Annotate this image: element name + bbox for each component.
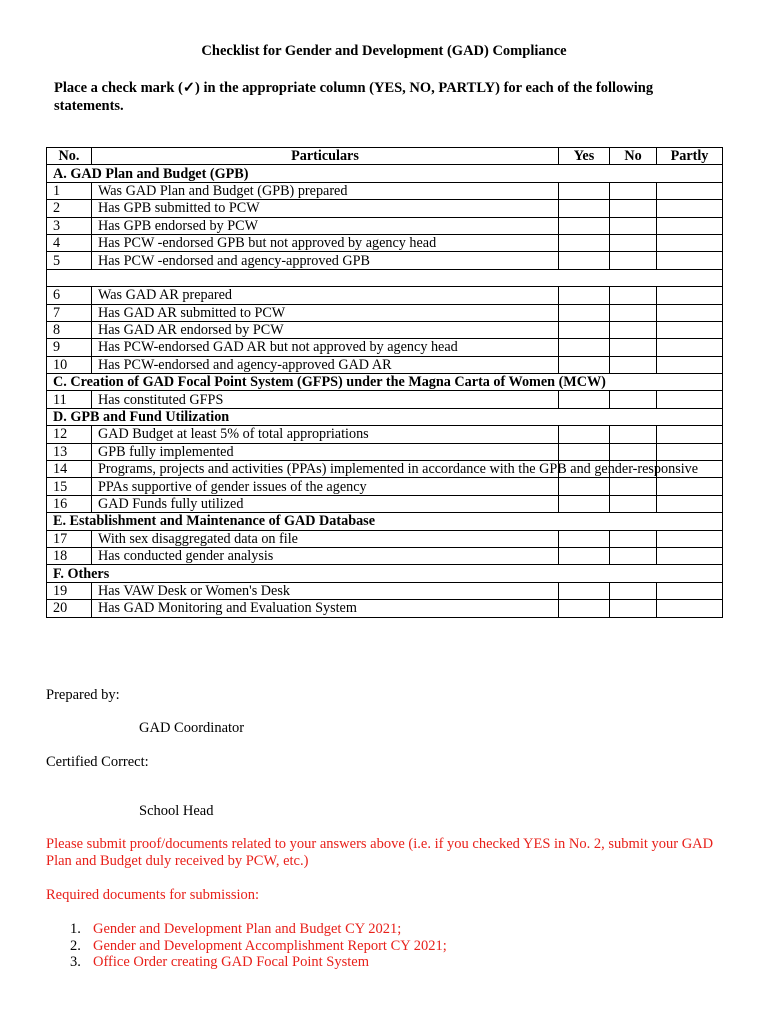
yes-cell[interactable] — [559, 252, 610, 269]
row-number: 5 — [47, 252, 92, 269]
row-particular: GAD Budget at least 5% of total appropriations — [92, 426, 559, 443]
partly-cell[interactable] — [657, 478, 723, 495]
yes-cell[interactable] — [559, 304, 610, 321]
table-row — [47, 182, 723, 199]
section-f-title: F. Others — [47, 565, 723, 582]
no-cell[interactable] — [610, 582, 657, 599]
yes-cell[interactable] — [559, 356, 610, 373]
section-row — [47, 408, 723, 425]
gad-coordinator-label: GAD Coordinator — [139, 720, 245, 736]
list-item — [46, 921, 447, 938]
table-row — [47, 252, 723, 269]
row-particular: Has constituted GFPS — [92, 391, 559, 408]
list-number: 1. — [70, 921, 81, 937]
section-row — [47, 565, 723, 582]
no-cell[interactable] — [610, 217, 657, 234]
table-row — [47, 200, 723, 217]
no-cell[interactable] — [610, 182, 657, 199]
table-row — [47, 582, 723, 599]
partly-cell[interactable] — [657, 391, 723, 408]
yes-cell[interactable] — [559, 339, 610, 356]
yes-cell[interactable] — [559, 600, 610, 617]
yes-cell[interactable] — [559, 200, 610, 217]
row-number: 9 — [47, 339, 92, 356]
required-documents-label: Required documents for submission: — [46, 887, 260, 903]
row-particular: Has PCW -endorsed GPB but not approved by agency head — [92, 234, 559, 251]
row-particular: Was GAD AR prepared — [92, 287, 559, 304]
list-text: Gender and Development Accomplishment Report CY 2021; — [93, 937, 447, 954]
table-row — [47, 391, 723, 408]
partly-cell[interactable] — [657, 582, 723, 599]
yes-cell[interactable] — [559, 530, 610, 547]
row-particular: Has conducted gender analysis — [92, 547, 559, 564]
yes-cell[interactable] — [559, 391, 610, 408]
no-cell[interactable] — [610, 478, 657, 495]
yes-cell[interactable] — [559, 287, 610, 304]
header-particulars: Particulars — [92, 148, 559, 165]
table-row — [47, 339, 723, 356]
row-number: 18 — [47, 547, 92, 564]
list-item — [46, 938, 447, 955]
blank-section-row — [47, 269, 723, 286]
instruction-text: Place a check mark (✓) in the appropriate column (YES, NO, PARTLY) for each of the following statements. — [54, 80, 654, 114]
page-title: Checklist for Gender and Development (GAD) Compliance — [201, 43, 567, 59]
no-cell[interactable] — [610, 495, 657, 512]
row-number: 8 — [47, 321, 92, 338]
row-particular: Has GPB submitted to PCW — [92, 200, 559, 217]
no-cell[interactable] — [610, 234, 657, 251]
no-cell[interactable] — [610, 356, 657, 373]
checklist-table — [46, 147, 723, 618]
header-partly: Partly — [657, 148, 723, 165]
row-particular: Has PCW -endorsed and agency-approved GPB — [92, 252, 559, 269]
no-cell[interactable] — [610, 321, 657, 338]
table-row — [47, 234, 723, 251]
row-particular: Has VAW Desk or Women's Desk — [92, 582, 559, 599]
row-number: 16 — [47, 495, 92, 512]
section-a-title: A. GAD Plan and Budget (GPB) — [47, 165, 723, 182]
partly-cell[interactable] — [657, 495, 723, 512]
list-text: Office Order creating GAD Focal Point System — [93, 954, 369, 970]
row-particular: Has PCW-endorsed and agency-approved GAD AR — [92, 356, 559, 373]
no-cell[interactable] — [610, 426, 657, 443]
list-text: Gender and Development Plan and Budget CY 2021; — [93, 921, 402, 937]
row-number: 14 — [47, 461, 92, 478]
section-row — [47, 513, 723, 530]
row-number: 13 — [47, 443, 92, 460]
partly-cell[interactable] — [657, 252, 723, 269]
row-particular: Has GPB endorsed by PCW — [92, 217, 559, 234]
row-particular: GPB fully implemented — [92, 443, 559, 460]
yes-cell[interactable] — [559, 234, 610, 251]
no-cell[interactable] — [610, 304, 657, 321]
table-row — [47, 304, 723, 321]
blank-section-cell — [47, 269, 723, 286]
row-particular: Was GAD Plan and Budget (GPB) prepared — [92, 182, 559, 199]
list-number: 2. — [70, 937, 81, 954]
table-row — [47, 426, 723, 443]
header-row — [47, 148, 723, 165]
section-d-title: D. GPB and Fund Utilization — [47, 408, 723, 425]
yes-cell[interactable] — [559, 495, 610, 512]
partly-cell[interactable] — [657, 321, 723, 338]
row-particular: Programs, projects and activities (PPAs) implemented in accordance with the GPB and gender-responsive — [92, 461, 559, 478]
list-item — [46, 954, 447, 971]
partly-cell[interactable] — [657, 304, 723, 321]
table-row — [47, 461, 723, 478]
partly-cell[interactable] — [657, 200, 723, 217]
row-number: 11 — [47, 391, 92, 408]
no-cell[interactable] — [610, 530, 657, 547]
list-number: 3. — [70, 954, 81, 970]
no-cell[interactable] — [610, 339, 657, 356]
submission-note: Please submit proof/documents related to your answers above (i.e. if you checked YES in No. 2, submit your GAD Plan and Budget duly received by PCW, etc.) — [46, 836, 714, 869]
row-particular: With sex disaggregated data on file — [92, 530, 559, 547]
section-row — [47, 374, 723, 391]
row-number: 17 — [47, 530, 92, 547]
row-number: 2 — [47, 200, 92, 217]
prepared-by-label: Prepared by: — [46, 687, 120, 703]
no-cell[interactable] — [610, 443, 657, 460]
section-row — [47, 165, 723, 182]
row-particular: Has GAD Monitoring and Evaluation System — [92, 600, 559, 617]
row-number: 6 — [47, 287, 92, 304]
table-row — [47, 287, 723, 304]
row-particular: Has GAD AR submitted to PCW — [92, 304, 559, 321]
table-row — [47, 443, 723, 460]
header-no-col: No — [610, 148, 657, 165]
table-row — [47, 217, 723, 234]
row-particular: Has GAD AR endorsed by PCW — [92, 321, 559, 338]
section-e-title: E. Establishment and Maintenance of GAD Database — [47, 513, 723, 530]
section-c-title: C. Creation of GAD Focal Point System (GFPS) under the Magna Carta of Women (MCW) — [47, 374, 723, 391]
table-row — [47, 495, 723, 512]
partly-cell[interactable] — [657, 443, 723, 460]
table-row — [47, 478, 723, 495]
partly-cell[interactable] — [657, 356, 723, 373]
partly-cell[interactable] — [657, 234, 723, 251]
partly-cell[interactable] — [657, 182, 723, 199]
row-number: 15 — [47, 478, 92, 495]
row-number: 19 — [47, 582, 92, 599]
row-number: 12 — [47, 426, 92, 443]
row-number: 1 — [47, 182, 92, 199]
partly-cell[interactable] — [657, 426, 723, 443]
school-head-label: School Head — [139, 803, 214, 819]
partly-cell[interactable] — [657, 287, 723, 304]
no-cell[interactable] — [610, 547, 657, 564]
row-particular: Has PCW-endorsed GAD AR but not approved by agency head — [92, 339, 559, 356]
required-documents-list — [46, 921, 447, 971]
row-number: 10 — [47, 356, 92, 373]
yes-cell[interactable] — [559, 547, 610, 564]
row-particular: GAD Funds fully utilized — [92, 495, 559, 512]
yes-cell[interactable] — [559, 478, 610, 495]
table-row — [47, 547, 723, 564]
table-row — [47, 356, 723, 373]
row-number: 7 — [47, 304, 92, 321]
yes-cell[interactable] — [559, 321, 610, 338]
yes-cell[interactable] — [559, 443, 610, 460]
no-cell[interactable] — [610, 287, 657, 304]
row-number: 20 — [47, 600, 92, 617]
row-number: 4 — [47, 234, 92, 251]
no-cell[interactable] — [610, 600, 657, 617]
no-cell[interactable] — [610, 200, 657, 217]
header-no: No. — [47, 148, 92, 165]
partly-cell[interactable] — [657, 600, 723, 617]
partly-cell[interactable] — [657, 547, 723, 564]
table-row — [47, 600, 723, 617]
yes-cell[interactable] — [559, 182, 610, 199]
no-cell[interactable] — [610, 391, 657, 408]
partly-cell[interactable] — [657, 530, 723, 547]
certified-correct-label: Certified Correct: — [46, 754, 149, 770]
no-cell[interactable] — [610, 252, 657, 269]
table-row — [47, 321, 723, 338]
row-number: 3 — [47, 217, 92, 234]
yes-cell[interactable] — [559, 217, 610, 234]
header-yes: Yes — [559, 148, 610, 165]
yes-cell[interactable] — [559, 426, 610, 443]
partly-cell[interactable] — [657, 339, 723, 356]
row-particular: PPAs supportive of gender issues of the agency — [92, 478, 559, 495]
table-row — [47, 530, 723, 547]
yes-cell[interactable] — [559, 582, 610, 599]
partly-cell[interactable] — [657, 217, 723, 234]
